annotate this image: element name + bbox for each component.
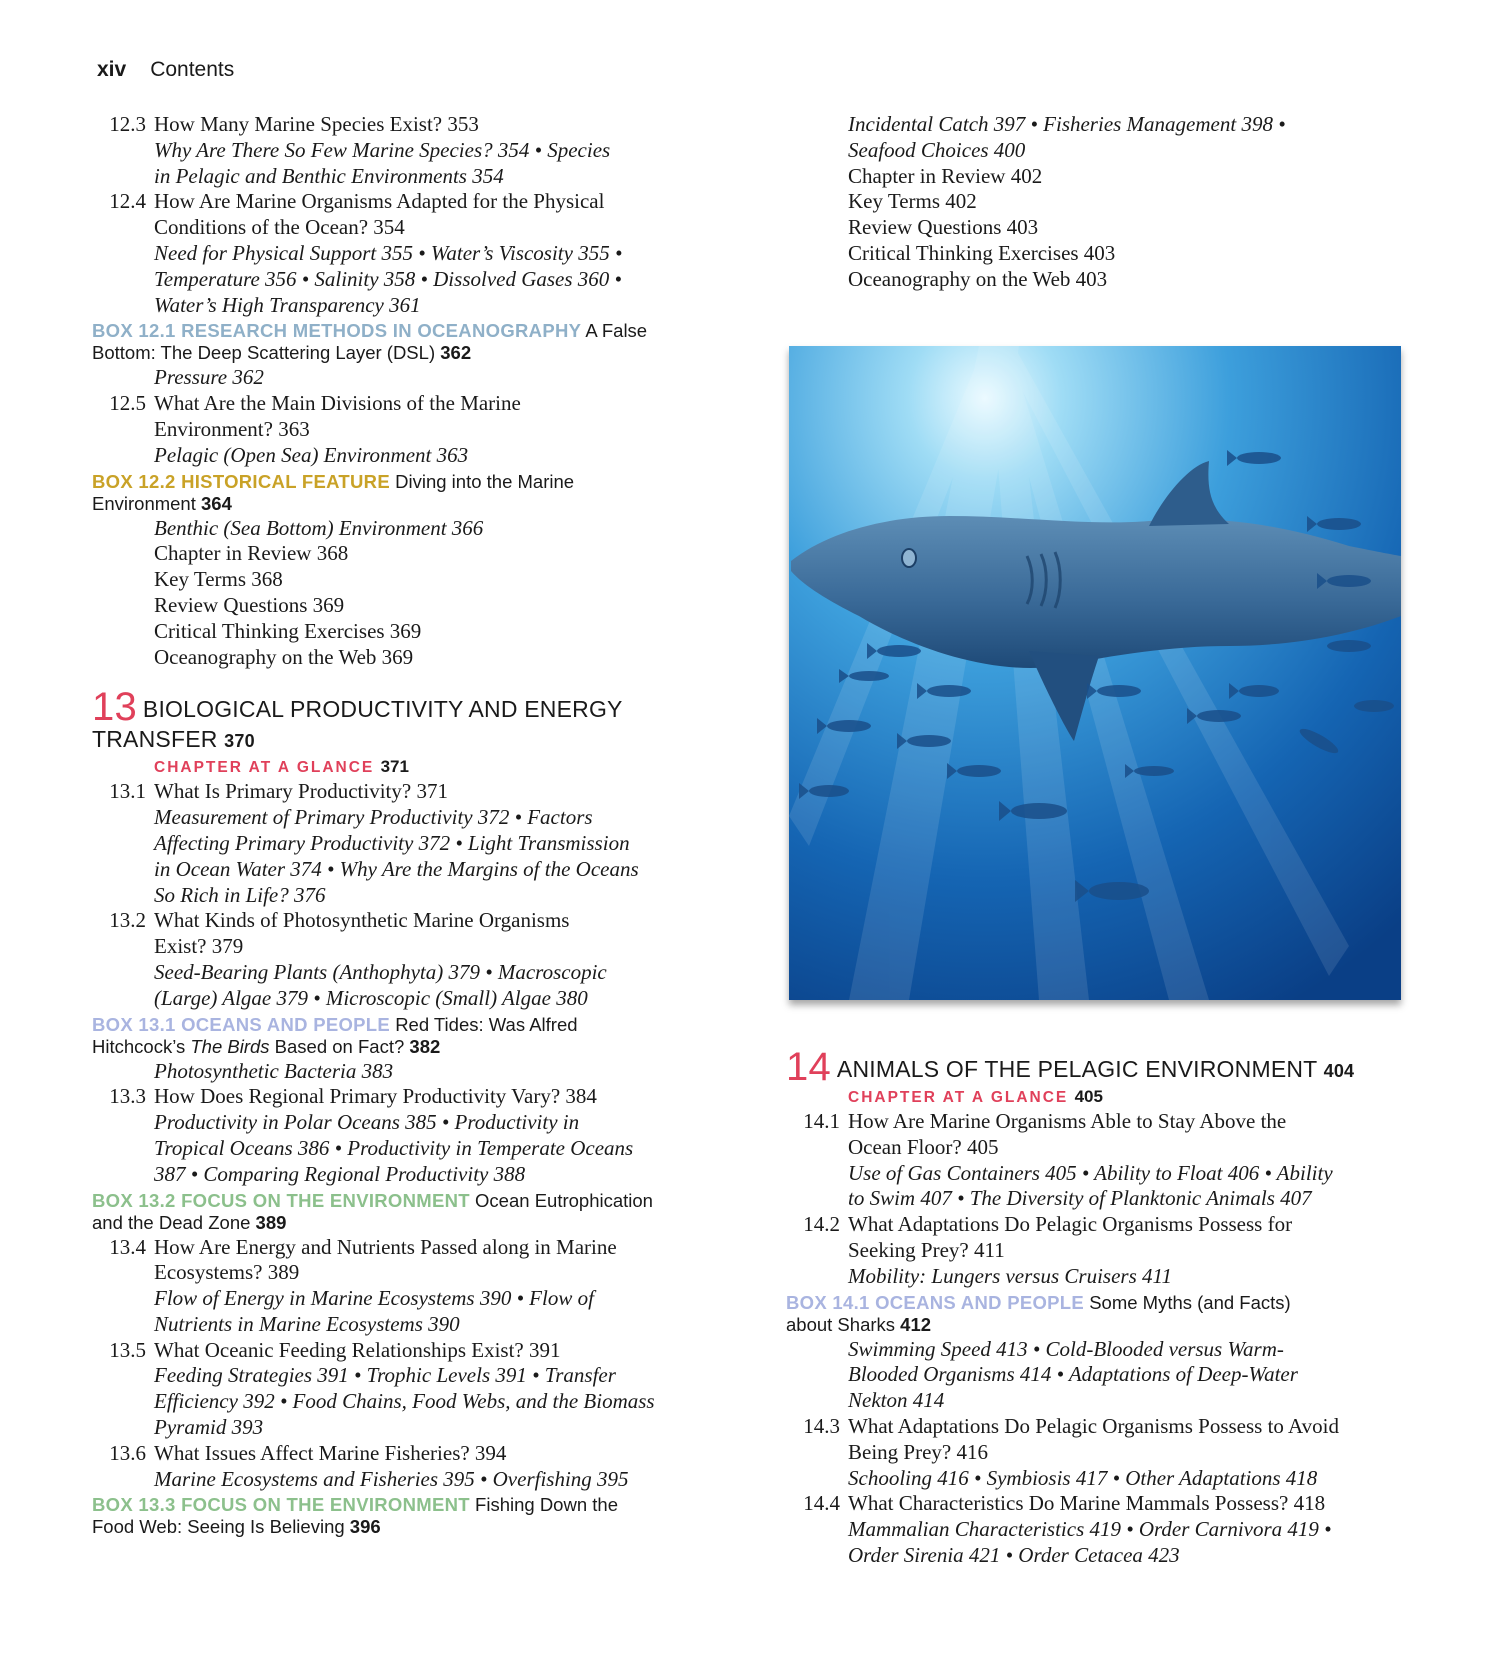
box-page: 382 — [409, 1035, 441, 1057]
page-header — [97, 58, 234, 82]
box-label: BOX 13.3 FOCUS ON THE ENVIRONMENT — [92, 1494, 470, 1516]
toc-subtopics: Flow of Energy in Marine Ecosystems 390 • Flow of — [154, 1286, 594, 1311]
toc-subtopics: Incidental Catch 397 • Fisheries Management 398 • — [848, 112, 1286, 136]
toc-section-13-6[interactable]: 13.6 What Issues Affect Marine Fisheries? 394 — [109, 1440, 507, 1465]
header-title: Contents — [150, 58, 235, 81]
toc-section-continuation: Ocean Floor? 405 — [848, 1134, 999, 1159]
chapter-title: BIOLOGICAL PRODUCTIVITY AND ENERGY — [142, 696, 623, 723]
glance-label: CHAPTER AT A GLANCE — [848, 1089, 1069, 1106]
left-column — [92, 112, 736, 1539]
toc-end-item[interactable]: Review Questions 403 — [848, 215, 1039, 240]
chapter-page: 370 — [224, 731, 255, 752]
toc-subtopics: Water’s High Transparency 361 — [154, 292, 421, 317]
toc-subtopics: 387 • Comparing Regional Productivity 388 — [154, 1161, 526, 1186]
box-title: Hitchcock’s — [92, 1035, 186, 1057]
box-title-italic: The Birds — [190, 1035, 270, 1057]
box-label: BOX 12.1 RESEARCH METHODS IN OCEANOGRAPHY — [92, 320, 582, 342]
box-title: Ocean Eutrophication — [475, 1189, 653, 1211]
shark-photo — [789, 346, 1401, 1000]
box-13-3[interactable] — [92, 1494, 736, 1538]
box-title: A False — [585, 320, 648, 342]
box-label: BOX 14.1 OCEANS AND PEOPLE — [786, 1291, 1085, 1313]
toc-subtopics: Blooded Organisms 414 • Adaptations of Deep-Water — [848, 1362, 1298, 1387]
toc-section-13-5[interactable]: 13.5 What Oceanic Feeding Relationships Exist? 391 — [109, 1337, 561, 1362]
box-page: 412 — [900, 1313, 932, 1335]
box-page: 396 — [349, 1516, 381, 1538]
toc-subtopics: Order Sirenia 421 • Order Cetacea 423 — [848, 1542, 1180, 1567]
toc-section-14-2[interactable]: 14.2 What Adaptations Do Pelagic Organisms Possess for — [803, 1212, 1293, 1237]
shark-illustration — [789, 346, 1401, 1000]
toc-end-item[interactable]: Critical Thinking Exercises 369 — [154, 618, 422, 643]
toc-section-13-2[interactable]: 13.2 What Kinds of Photosynthetic Marine Organisms — [109, 908, 570, 933]
box-title: Red Tides: Was Alfred — [395, 1013, 578, 1035]
toc-section-continuation: Exist? 379 — [154, 934, 244, 959]
toc-subtopics: in Ocean Water 374 • Why Are the Margins of the Oceans — [154, 856, 639, 881]
chapter-at-a-glance[interactable] — [790, 1086, 1410, 1109]
toc-subtopics: to Swim 407 • The Diversity of Planktonic Animals 407 — [848, 1186, 1312, 1211]
toc-subtopics: Pyramid 393 — [154, 1415, 264, 1440]
toc-section-continuation: Ecosystems? 389 — [154, 1260, 300, 1285]
box-title: Diving into the Marine — [395, 470, 575, 492]
toc-section-13-3[interactable]: 13.3 How Does Regional Primary Productivity Vary? 384 — [109, 1084, 597, 1109]
box-title: Bottom: The Deep Scattering Layer (DSL) — [92, 342, 436, 364]
toc-subtopics: Productivity in Polar Oceans 385 • Productivity in — [154, 1110, 580, 1135]
toc-subtopics: Seed-Bearing Plants (Anthophyta) 379 • Macroscopic — [154, 959, 607, 984]
chapter-title: TRANSFER — [92, 726, 218, 753]
toc-subtopics: Nutrients in Marine Ecosystems 390 — [154, 1311, 460, 1336]
toc-subtopics: So Rich in Life? 376 — [154, 882, 326, 907]
toc-section-12-3[interactable]: 12.3 How Many Marine Species Exist? 353 — [109, 112, 479, 136]
box-title: Some Myths (and Facts) — [1089, 1291, 1291, 1313]
toc-subtopics: Photosynthetic Bacteria 383 — [154, 1058, 394, 1083]
glance-page: 371 — [380, 757, 409, 777]
toc-section-continuation: Environment? 363 — [154, 416, 310, 441]
toc-end-item[interactable]: Critical Thinking Exercises 403 — [848, 240, 1116, 265]
toc-subtopics: (Large) Algae 379 • Microscopic (Small) Algae 380 — [154, 985, 588, 1010]
chapter-title: ANIMALS OF THE PELAGIC ENVIRONMENT — [836, 1056, 1318, 1082]
toc-end-item[interactable]: Chapter in Review 402 — [848, 163, 1043, 188]
toc-section-continuation: Being Prey? 416 — [848, 1439, 988, 1464]
right-column-bottom — [786, 1045, 1410, 1569]
toc-end-item[interactable]: Oceanography on the Web 369 — [154, 644, 414, 669]
box-title: Environment — [92, 492, 196, 514]
chapter-at-a-glance[interactable] — [96, 756, 736, 779]
toc-subtopics: Mammalian Characteristics 419 • Order Carnivora 419 • — [848, 1517, 1332, 1542]
toc-section-12-5[interactable]: 12.5 What Are the Main Divisions of the Marine — [109, 391, 521, 416]
page-number: xiv — [97, 58, 127, 81]
box-title: Fishing Down the — [475, 1494, 618, 1516]
chapter-14-heading[interactable] — [786, 1045, 1410, 1089]
box-12-1[interactable] — [92, 320, 736, 364]
toc-end-item[interactable]: Key Terms 368 — [154, 567, 283, 592]
box-14-1[interactable] — [786, 1292, 1410, 1336]
toc-section-13-1[interactable]: 13.1 What Is Primary Productivity? 371 — [109, 779, 448, 804]
toc-section-14-1[interactable]: 14.1 How Are Marine Organisms Able to Stay Above the — [803, 1109, 1287, 1133]
toc-subtopics: Seafood Choices 400 — [848, 137, 1026, 162]
box-title: and the Dead Zone — [92, 1211, 251, 1233]
chapter-number: 13 — [92, 685, 137, 730]
toc-section-continuation: Conditions of the Ocean? 354 — [154, 215, 405, 240]
box-title: Food Web: Seeing Is Believing — [92, 1516, 345, 1538]
right-column-top — [790, 112, 1410, 293]
toc-subtopics: Feeding Strategies 391 • Trophic Levels 391 • Transfer — [154, 1363, 616, 1388]
toc-subtopics: Marine Ecosystems and Fisheries 395 • Overfishing 395 — [154, 1466, 629, 1491]
toc-subtopics: Use of Gas Containers 405 • Ability to Float 406 • Ability — [848, 1160, 1333, 1185]
toc-subtopics: Why Are There So Few Marine Species? 354 • Species — [154, 137, 611, 162]
glance-label: CHAPTER AT A GLANCE — [154, 759, 375, 777]
toc-subtopics: Pressure 362 — [154, 365, 264, 390]
box-page: 389 — [255, 1211, 287, 1233]
toc-subtopics: Mobility: Lungers versus Cruisers 411 — [848, 1263, 1172, 1288]
glance-page: 405 — [1074, 1087, 1103, 1106]
toc-subtopics: Swimming Speed 413 • Cold-Blooded versus Warm- — [848, 1336, 1284, 1361]
toc-end-item[interactable]: Chapter in Review 368 — [154, 541, 349, 566]
toc-section-continuation: Seeking Prey? 411 — [848, 1237, 1005, 1262]
toc-subtopics: Efficiency 392 • Food Chains, Food Webs, and the Biomass — [154, 1389, 655, 1414]
box-page: 364 — [201, 492, 232, 514]
box-12-2[interactable] — [92, 471, 736, 515]
toc-subtopics: Tropical Oceans 386 • Productivity in Temperate Oceans — [154, 1135, 634, 1160]
box-label: BOX 13.2 FOCUS ON THE ENVIRONMENT — [92, 1189, 470, 1211]
toc-subtopics: Measurement of Primary Productivity 372 • Factors — [154, 805, 593, 830]
toc-end-item[interactable]: Review Questions 369 — [154, 592, 345, 617]
toc-subtopics: Schooling 416 • Symbiosis 417 • Other Adaptations 418 — [848, 1465, 1318, 1490]
box-13-2[interactable] — [92, 1190, 736, 1234]
toc-end-item[interactable]: Key Terms 402 — [848, 189, 977, 214]
toc-subtopics: in Pelagic and Benthic Environments 354 — [154, 163, 504, 188]
box-page: 362 — [440, 342, 472, 364]
chapter-page: 404 — [1323, 1061, 1355, 1081]
toc-subtopics: Nekton 414 — [848, 1388, 945, 1413]
box-title: Based on Fact? — [274, 1035, 405, 1057]
toc-subtopics: Temperature 356 • Salinity 358 • Dissolved Gases 360 • — [154, 266, 622, 291]
box-label: BOX 13.1 OCEANS AND PEOPLE — [92, 1013, 391, 1035]
toc-subtopics: Benthic (Sea Bottom) Environment 366 — [154, 515, 484, 540]
toc-subtopics: Affecting Primary Productivity 372 • Light Transmission — [154, 830, 630, 855]
toc-section-12-4[interactable]: 12.4 How Are Marine Organisms Adapted for the Physical — [109, 189, 605, 214]
toc-subtopics: Pelagic (Open Sea) Environment 363 — [154, 442, 469, 467]
chapter-13-heading[interactable] — [92, 685, 736, 756]
toc-section-14-4[interactable]: 14.4 What Characteristics Do Marine Mammals Possess? 418 — [803, 1491, 1326, 1516]
box-title: about Sharks — [786, 1313, 896, 1335]
box-13-1[interactable] — [92, 1014, 736, 1058]
toc-subtopics: Need for Physical Support 355 • Water’s Viscosity 355 • — [154, 240, 623, 265]
toc-section-14-3[interactable]: 14.3 What Adaptations Do Pelagic Organisms Possess to Avoid — [803, 1413, 1339, 1438]
box-label: BOX 12.2 HISTORICAL FEATURE — [92, 470, 390, 492]
chapter-number: 14 — [786, 1045, 831, 1089]
toc-section-13-4[interactable]: 13.4 How Are Energy and Nutrients Passed along in Marine — [109, 1234, 617, 1259]
toc-end-item[interactable]: Oceanography on the Web 403 — [848, 266, 1108, 291]
